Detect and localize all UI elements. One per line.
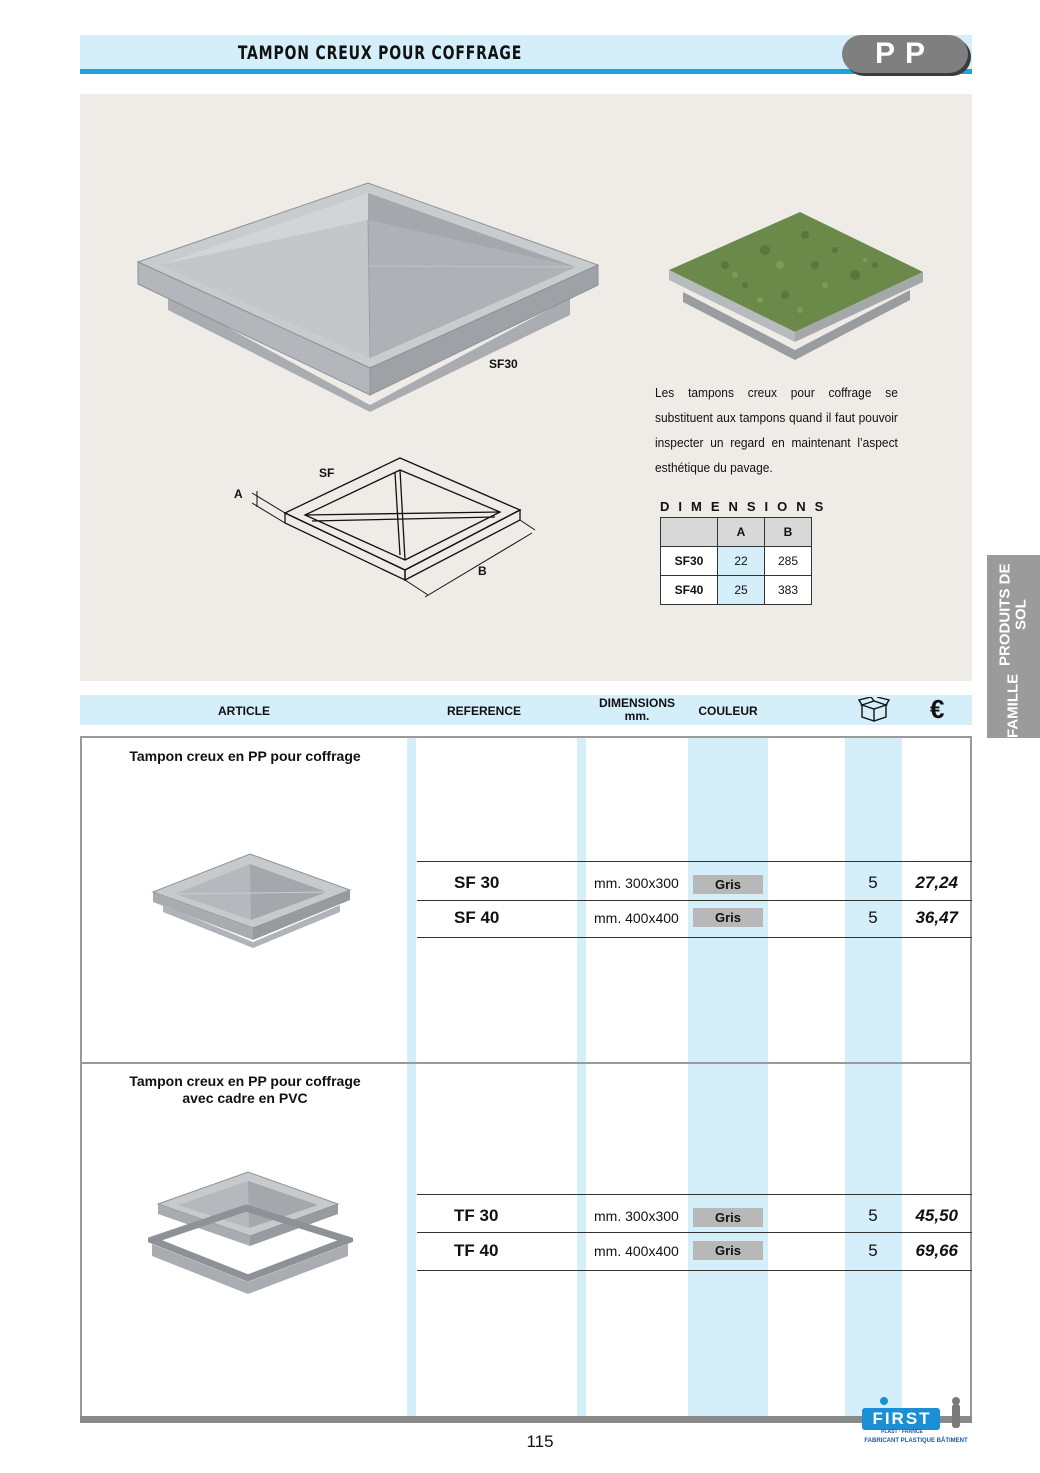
product-image-sf [145, 850, 355, 950]
color-badge: Gris [693, 1208, 763, 1227]
reference: TF 40 [454, 1241, 499, 1260]
column-header-reference: REFERENCE [446, 704, 521, 718]
side-tab-line2: PRODUITS DE SOL [996, 563, 1030, 666]
quantity: 5 [868, 908, 878, 927]
dimensions-row [661, 547, 812, 576]
dimensions-title: DIMENSIONS [660, 499, 833, 514]
quantity: 5 [868, 1206, 878, 1225]
dimension-value: mm. 300x300 [594, 875, 679, 891]
logo-wordmark: FIRST [872, 1409, 932, 1428]
price: 27,24 [915, 873, 958, 892]
price: 36,47 [915, 908, 958, 927]
color-badge: Gris [693, 875, 763, 894]
section-title [80, 1073, 410, 1107]
dimensions-header-row [661, 518, 812, 547]
price: 69,66 [915, 1241, 958, 1260]
quantity: 5 [868, 1241, 878, 1260]
column-header-couleur: COULEUR [698, 704, 758, 718]
reference: SF 30 [454, 873, 500, 892]
header-underline [80, 69, 972, 74]
side-tab-line1: FAMILLE [1004, 673, 1022, 738]
reference: SF 40 [454, 908, 500, 927]
page-number: 115 [526, 1432, 554, 1451]
side-tab-label [987, 555, 1040, 738]
column-header-article: ARTICLE [218, 704, 270, 718]
row-separator [417, 1232, 972, 1233]
color-badge: Gris [693, 908, 763, 927]
page-title: TAMPON CREUX POUR COFFRAGE [237, 42, 523, 64]
dimension-value: mm. 300x300 [594, 1208, 679, 1224]
dimensions-row-label: SF40 [661, 576, 718, 605]
section-title-line1: Tampon creux en PP pour coffrage [129, 1073, 361, 1089]
product-image-grass [665, 210, 925, 360]
product-image-tf [148, 1168, 353, 1303]
diagram-label-sf: SF [319, 466, 335, 480]
dimensions-row [661, 576, 812, 605]
row-separator [417, 1194, 972, 1195]
color-badge: Gris [693, 1241, 763, 1260]
dimension-label-b: B [478, 564, 487, 578]
reference: TF 30 [454, 1206, 499, 1225]
column-header-dimensions [585, 697, 689, 723]
column-stripe [845, 738, 902, 1416]
dimension-value: mm. 400x400 [594, 1243, 679, 1259]
material-badge: PP [842, 35, 968, 73]
column-stripe [688, 738, 768, 1416]
row-separator [417, 861, 972, 862]
row-separator [417, 1270, 972, 1271]
column-header-dimensions-line1: DIMENSIONS [598, 696, 675, 710]
quantity: 5 [868, 873, 878, 892]
dimensions-header-b: B [765, 518, 812, 547]
dimensions-row-a: 25 [718, 576, 765, 605]
column-stripe [577, 738, 586, 1416]
main-image-caption: SF30 [489, 357, 518, 371]
row-separator [417, 937, 972, 938]
dimension-value: mm. 400x400 [594, 910, 679, 926]
row-separator [417, 900, 972, 901]
dimensions-header-empty [661, 518, 718, 547]
table-bottom-bar [80, 1416, 972, 1423]
dimensions-row-label: SF30 [661, 547, 718, 576]
technical-diagram [230, 455, 540, 605]
dimensions-row-b: 383 [765, 576, 812, 605]
logo-sub: PLAST · FRANCE [881, 1429, 923, 1435]
product-image-sf30 [130, 180, 610, 415]
price: 45,50 [915, 1206, 958, 1225]
dimensions-header-a: A [718, 518, 765, 547]
box-icon [858, 697, 890, 723]
euro-icon: € [930, 694, 945, 724]
dimension-label-a: A [234, 487, 243, 501]
dimensions-row-b: 285 [765, 547, 812, 576]
section-divider [82, 1062, 972, 1064]
section-title: Tampon creux en PP pour coffrage [129, 748, 361, 764]
section-title-line2: avec cadre en PVC [182, 1090, 308, 1106]
table-right-border [970, 736, 972, 1418]
product-description: Les tampons creux pour coffrage se substituent aux tampons quand il faut pouvoir inspecter un regard en maintenant l’aspect esthétique du pavage. [655, 385, 898, 475]
logo-tagline: FABRICANT PLASTIQUE BÂTIMENT [864, 1438, 968, 1444]
dimensions-row-a: 22 [718, 547, 765, 576]
column-header-dimensions-line2: mm. [624, 709, 650, 723]
dimensions-table [660, 517, 812, 605]
